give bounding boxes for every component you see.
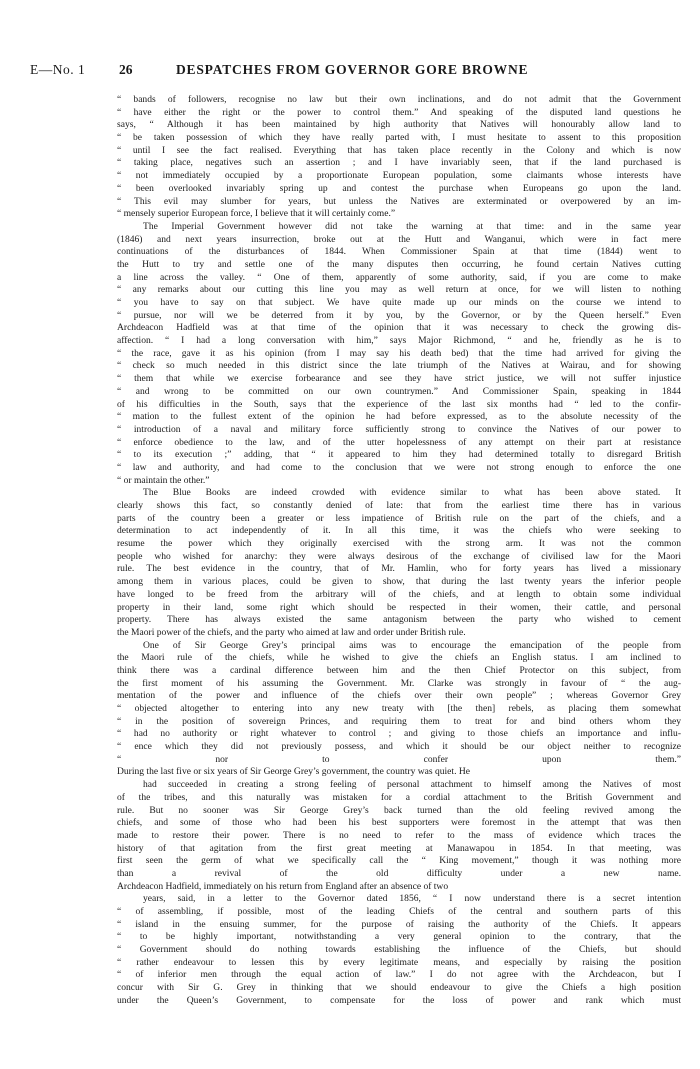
text-line: “ them that while we exercise forbearance and see they have strict justice, we will not suffer injustice (117, 373, 681, 385)
page-number: 26 (119, 62, 133, 77)
text-line: “ ence which they did not previously possess, and which it should be our object neither to recognize (117, 741, 681, 753)
text-line: “ to be highly important, notwithstanding a very general opinion to the contrary, that the (117, 931, 681, 943)
text-line: had succeeded in creating a strong feeling of personal attachment to himself among the Natives of most (143, 779, 681, 791)
text-line: “ introduction of a naval and military force sufficiently strong to convince the Natives of our power to (117, 423, 681, 435)
text-line: (1846) and next years insurrection, broke out at the Hutt and Wanganui, which were in fact mere (117, 233, 681, 245)
text-line: the Hutt to try and settle one of the many disputes then occurring, he found certain Natives cutting (117, 258, 681, 270)
text-line: rule. But no sooner was Sir George Grey’s back turned than the old feeling revived among the (117, 804, 681, 816)
text-line: think there was a cardinal difference between him and the then Chief Protector on this subject, from (117, 664, 681, 676)
text-line: “ have either the right or the power to control them.” And speaking of the disputed land questions he (117, 106, 681, 118)
text-line: years, said, in a letter to the Governor dated 1856, “ I now understand there is a secret intention (143, 893, 681, 905)
text-line: The Blue Books are indeed crowded with evidence similar to what has been above stated. It (143, 487, 681, 499)
text-line: “ mation to the fullest extent of the opinion he had before expressed, as to the absolute necessity of the (117, 411, 681, 423)
text-line: Archdeacon Hadfield, immediately on his return from England after an absence of two (117, 880, 449, 892)
page-header (30, 62, 680, 84)
text-line: “ objected altogether to entering into any new treaty with [the then] rebels, as placing them somewhat (117, 703, 681, 714)
text-line: people who wished for anarchy: they were always desirous of the exchange of civilised law for the Maori (117, 550, 681, 562)
text-line: clearly shows this fact, so constantly denied of late: that from the earliest time there has in various (117, 500, 681, 511)
text-line: the Maori rule of the chiefs, while he wished to give the chiefs an English status. I am inclined to (117, 652, 681, 664)
text-line: property in their land, some right which should be respected in their women, their cattle, and personal (117, 601, 681, 613)
section-reference: E—No. 1 (30, 62, 86, 77)
text-line: “ Government should do nothing towards establishing the influence of the Chiefs, but should (117, 944, 681, 956)
text-line: “ rather endeavour to lessen this by every legitimate means, and especially by raising the position (117, 956, 681, 968)
text-line: “ law and authority, and had come to the conclusion that we were not strong enough to enforce the one (117, 461, 681, 473)
text-line: have longed to be freed from the arbitrary will of the chiefs, and at length to obtain some individual (117, 588, 681, 600)
text-line: The Imperial Government however did not take the warning at that time: and in the same year (143, 220, 681, 232)
running-title: DESPATCHES FROM GOVERNOR GORE BROWNE (176, 62, 529, 77)
text-line: mentation of the power and influence of the chiefs over their own people” ; whereas Governor Grey (117, 690, 681, 702)
text-line: history of that agitation from the first great meeting at Manawapou in 1854. In that meeting, was (117, 842, 681, 854)
text-line: “ enforce obedience to the law, and of the utter hopelessness of any attempt on their part at resistance (117, 436, 681, 448)
text-line: than a revival of the old difficulty under a new name. (117, 867, 681, 879)
text-line: During the last five or six years of Sir George Grey’s government, the country was quiet. He (117, 766, 470, 778)
text-line: “ until I see the fact realised. Everything that has taken place recently in the Colony and which is now (117, 144, 681, 156)
text-line: of the tribes, and this naturally was mistaken for a cordial attachment to the British Government and (117, 791, 681, 803)
text-line: “ This evil may slumber for years, but unless the Natives are exterminated or overpowered by an im- (117, 195, 681, 207)
text-line: “ and wrong to be committed on our own countrymen.” And Commissioner Spain, speaking in 1844 (117, 385, 681, 397)
text-line: “ nor to confer upon them.” (117, 753, 681, 765)
text-line: property. There has always existed the same antagonism between the party who wished to cement (117, 614, 681, 626)
text-line: determination to act independently of it. In all this time, it was the chiefs who were seeking to (117, 525, 681, 537)
text-line: affection. “ I had a long conversation with him,” says Major Richmond, “ and he, friendly as he is to (117, 335, 681, 347)
text-line: continuations of the disturbances of 1844. When Commissioner Spain at that time (1844) went to (117, 246, 681, 258)
text-line: under the Queen’s Government, to compensate for the loss of power and rank which must (117, 994, 681, 1006)
text-line: “ taking place, negatives such an assertion ; and I have invariably seen, that if the land purchased is (117, 157, 681, 169)
text-line: rule. The best evidence in the country, that of Mr. Hamlin, who for forty years has lived a missionary (117, 563, 681, 575)
text-line: the first moment of his assuming the Government. Mr. Clarke was strongly in favour of “ the aug- (117, 677, 681, 689)
text-line: says, “ Although it has been maintained by high authority that Natives will honourably allow land to (117, 119, 681, 131)
text-line: “ or maintain the other.” (117, 474, 210, 486)
text-line: concur with Sir G. Grey in thinking that we should endeavour to give the Chiefs a high position (117, 982, 681, 994)
text-line: a line across the valley. “ One of them, apparently of some authority, said, if you are come to make (117, 271, 681, 283)
text-line: Archdeacon Hadfield was at that time of the opinion that it was necessary to check the growing dis- (117, 322, 681, 334)
text-line: “ check so much needed in this district since the late triumph of the Natives at Wairau, and for showing (117, 360, 681, 372)
text-line: parts of the country been a greater or less impatience of British rule on the part of the chiefs, and a (117, 512, 681, 524)
text-line: “ of inferior men through the equal action of law.” I do not agree with the Archdeacon, but I (117, 969, 681, 981)
text-line: the Maori power of the chiefs, and the party who aimed at law and order under British rule. (117, 626, 466, 638)
text-line: “ any remarks about our cutting this line you may as well return at once, for we will listen to nothing (117, 284, 681, 296)
body-text (117, 94, 681, 1059)
text-line: “ pursue, nor will we be deterred from it by you, by the Governor, or by the Queen herself.” Even (117, 309, 681, 321)
text-line: “ you have to say on that subject. We have quite made up our minds on the course we intend to (117, 297, 681, 308)
text-line: “ be taken possession of which they have really parted with, I must hesitate to assent to this proposition (117, 132, 681, 144)
text-line: first seen the germ of what we specifically call the “ King movement,” though it was nothing more (117, 855, 681, 867)
text-line: resume the power which they originally exercised with the strong arm. It was not the common (117, 538, 681, 550)
text-line: “ not immediately occupied by a proportionate European population, some claimants whose interests have (117, 170, 681, 182)
text-line: “ the race, gave it as his opinion (from I may say his death bed) that the time had arrived for giving the (117, 347, 681, 359)
text-line: “ had no authority or right whatever to control ; and giving to those chiefs an importance and influ- (117, 728, 681, 740)
text-line: “ to its execution ;” adding, that “ it appeared to him they had determined totally to disregard British (117, 449, 681, 461)
text-line: “ been overlooked invariably spring up and contest the purchase when Europeans go upon the land. (117, 182, 681, 194)
text-line: “ of assembling, if possible, most of the leading Chiefs of the central and southern parts of this (117, 906, 681, 917)
text-line: chiefs, and some of those who had been his best supporters were foremost in the attempt that was then (117, 817, 681, 829)
text-line: among them in various places, could be given to show, that during the last twenty years the inferior people (117, 576, 681, 588)
text-line: “ bands of followers, recognise no law but their own inclinations, and do not admit that the Government (117, 94, 681, 105)
text-line: “ mensely superior European force, I believe that it will certainly come.” (117, 208, 396, 220)
text-line: “ in the position of sovereign Princes, and requiring them to treat for and bind others whom they (117, 715, 681, 727)
text-line: of his difficulties in the South, says that the experience of the last six months had “ led to the confir- (117, 398, 681, 410)
text-line: made to restore their power. There is no need to refer to the mass of evidence which traces the (117, 829, 681, 841)
text-line: “ island in the ensuing summer, for the purpose of raising the authority of the Chiefs. It appears (117, 918, 681, 930)
text-line: One of Sir George Grey’s principal aims was to encourage the emancipation of the people from (143, 639, 681, 651)
